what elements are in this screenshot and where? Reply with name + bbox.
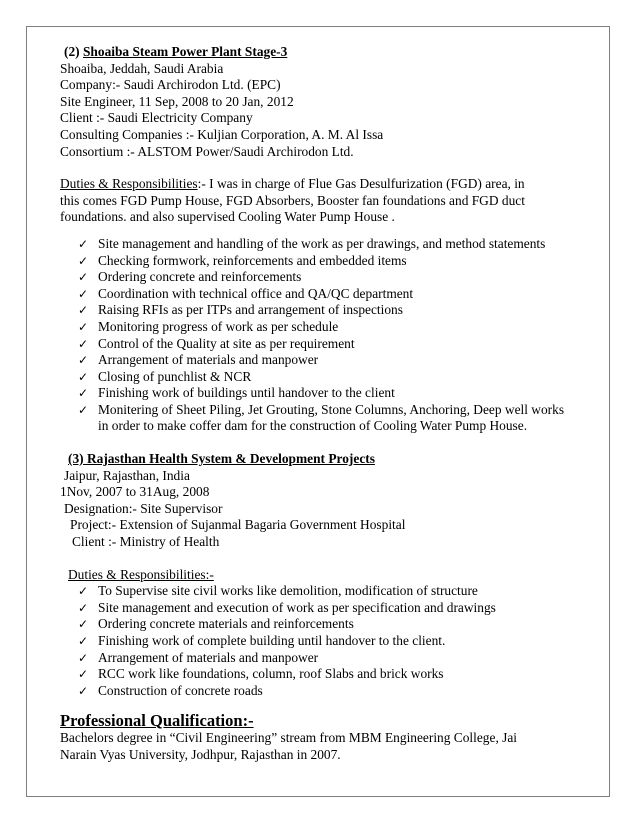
check-icon: ✓ (78, 683, 89, 698)
list-item: ✓ Finishing work of complete building until handover to the client. (78, 633, 446, 648)
check-icon: ✓ (78, 303, 89, 318)
project2-company: Company:- Saudi Archirodon Ltd. (EPC) (60, 77, 281, 93)
list-item: ✓ Arrangement of materials and manpower (78, 649, 319, 665)
list-item: ✓ To Supervise site civil works like demolition, modification of structure (78, 583, 478, 599)
qualification-line2: Narain Vyas University, Jodhpur, Rajasthan in 2007. (60, 746, 341, 762)
check-icon: ✓ (78, 236, 89, 251)
list-item: ✓ Finishing work of buildings until handover to the client (78, 385, 395, 401)
project2-location: Shoaiba, Jeddah, Saudi Arabia (60, 60, 224, 76)
project2-title-text: Shoaiba Steam Power Plant Stage-3 (82, 44, 288, 59)
list-item: ✓ Monitering of Sheet Piling, Jet Grouting, Stone Columns, Anchoring, Deep well works in order to make coffer dam for the construction of Cooling Water Pump House. (78, 401, 565, 434)
check-icon: ✓ (78, 386, 89, 401)
list-item: ✓ Ordering concrete and reinforcements (78, 269, 302, 285)
project3-designation: Designation:- Site Supervisor (64, 500, 223, 516)
list-item: ✓ Site management and execution of work as per specification and drawings (78, 599, 496, 615)
check-icon: ✓ (78, 617, 89, 632)
project3-dates: 1Nov, 2007 to 31Aug, 2008 (60, 484, 210, 500)
project2-duties-text: :- I was in charge of Flue Gas Desulfurization (FGD) area, in (197, 176, 525, 192)
project2-duties-label: Duties & Responsibilities (60, 176, 198, 192)
check-icon: ✓ (78, 634, 89, 648)
project2-consortium: Consortium :- ALSTOM Power/Saudi Archirodon Ltd. (60, 143, 354, 159)
check-icon: ✓ (78, 369, 89, 384)
list-item: ✓ RCC work like foundations, column, roof Slabs and brick works (78, 666, 444, 682)
list-item: ✓ Monitoring progress of work as per schedule (78, 318, 339, 334)
project2-role: Site Engineer, 11 Sep, 2008 to 20 Jan, 2012 (60, 93, 294, 109)
list-item: ✓ Construction of concrete roads (78, 682, 263, 698)
check-icon: ✓ (78, 600, 89, 615)
project2-checklist (60, 236, 600, 435)
check-icon: ✓ (78, 286, 89, 301)
check-icon: ✓ (78, 270, 89, 285)
project2-title-number: (2) (64, 44, 80, 59)
list-item: ✓ Raising RFIs as per ITPs and arrangement of inspections (78, 302, 403, 318)
list-item: ✓ Closing of punchlist & NCR (78, 368, 252, 384)
check-icon: ✓ (78, 402, 89, 417)
qualification-line1: Bachelors degree in “Civil Engineering” stream from MBM Engineering College, Jai (60, 729, 518, 745)
list-item: ✓ Arrangement of materials and manpower (78, 352, 319, 368)
project3-client: Client :- Ministry of Health (72, 534, 220, 550)
project3-checklist (60, 583, 600, 699)
check-icon: ✓ (78, 319, 89, 334)
project2-duties-line3: foundations. and also supervised Cooling Water Pump House . (60, 209, 395, 225)
list-item-continuation: in order to make coffer dam for the construction of Cooling Water Pump House. (98, 418, 528, 434)
list-item: ✓ Coordination with technical office and QA/QC department (78, 285, 414, 301)
project2-title (60, 44, 600, 61)
check-icon: ✓ (78, 667, 89, 682)
project3-duties-label: Duties & Responsibilities:- (68, 566, 214, 582)
check-icon: ✓ (78, 584, 89, 599)
list-item: ✓ Site management and handling of the work as per drawings, and method statements (78, 235, 546, 251)
check-icon: ✓ (78, 650, 89, 665)
check-icon: ✓ (78, 253, 89, 268)
list-item: ✓ Control of the Quality at site as per requirement (78, 335, 355, 351)
project3-project: Project:- Extension of Sujanmal Bagaria Government Hospital (70, 517, 406, 533)
project3-title: (3) Rajasthan Health System & Development Projects (68, 451, 375, 467)
check-icon: ✓ (78, 353, 89, 368)
list-item: ✓ Ordering concrete materials and reinforcements (78, 616, 354, 632)
resume-content (60, 44, 600, 763)
project2-duties-line2: this comes FGD Pump House, FGD Absorbers, Booster fan foundations and FGD duct (60, 192, 525, 208)
check-icon: ✓ (78, 336, 89, 351)
project2-consulting: Consulting Companies :- Kuljian Corporation, A. M. Al Issa (60, 126, 384, 142)
project2-duties-line1 (60, 176, 600, 193)
project3-location: Jaipur, Rajasthan, India (64, 467, 190, 483)
qualification-heading: Professional Qualification:- (60, 711, 254, 731)
project2-client: Client :- Saudi Electricity Company (60, 110, 253, 126)
list-item: ✓ Checking formwork, reinforcements and embedded items (78, 252, 407, 268)
